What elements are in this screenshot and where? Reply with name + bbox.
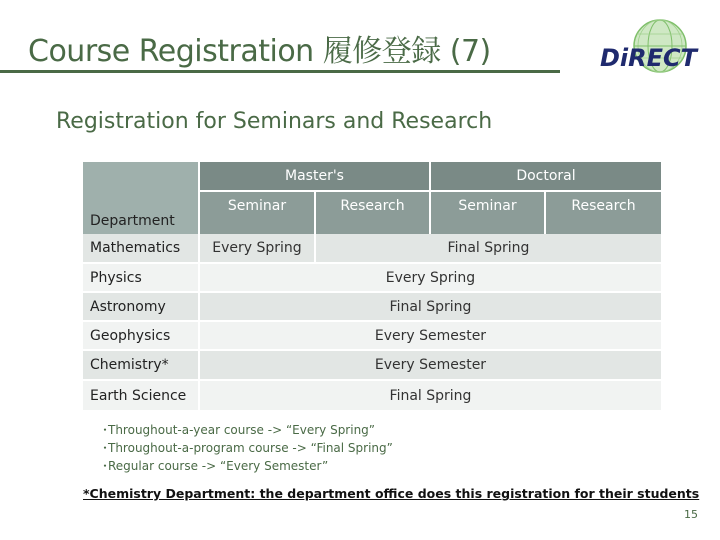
table-row-dept: Mathematics bbox=[83, 234, 198, 262]
table-row-dept: Physics bbox=[83, 264, 198, 291]
table-cell-value: Every Semester bbox=[200, 322, 661, 349]
masters-group-header: Master's bbox=[200, 162, 429, 190]
direct-logo bbox=[594, 18, 714, 78]
table-cell-value: Every Spring bbox=[200, 264, 661, 291]
table-cell-value: Every Spring bbox=[200, 234, 314, 262]
note-item: ･Regular course -> “Every Semester” bbox=[102, 459, 329, 473]
department-header: Department bbox=[83, 162, 198, 234]
doctoral-seminar-header: Seminar bbox=[431, 192, 544, 234]
table-cell-value: Final Spring bbox=[200, 381, 661, 410]
table-row-dept: Geophysics bbox=[83, 322, 198, 349]
slide-title: Course Registration 履修登録 (7) bbox=[28, 34, 491, 69]
table-row-dept: Earth Science bbox=[83, 381, 198, 410]
notes-list bbox=[102, 421, 393, 475]
masters-research-header: Research bbox=[316, 192, 429, 234]
title-underline bbox=[0, 70, 560, 73]
doctoral-research-header: Research bbox=[546, 192, 661, 234]
note-item: ･Throughout-a-program course -> “Final Spring” bbox=[102, 441, 393, 455]
table-cell-value: Final Spring bbox=[316, 234, 661, 262]
table-cell-value: Every Semester bbox=[200, 351, 661, 379]
globe-logo-icon bbox=[594, 18, 714, 78]
table-row-dept: Astronomy bbox=[83, 293, 198, 320]
masters-seminar-header: Seminar bbox=[200, 192, 314, 234]
note-item: ･Throughout-a-year course -> “Every Spring” bbox=[102, 423, 376, 437]
page-number: 15 bbox=[684, 508, 698, 521]
logo-wordmark: DiRECT bbox=[600, 44, 698, 72]
chemistry-footnote: *Chemistry Department: the department office does this registration for their students bbox=[83, 486, 700, 501]
slide-subtitle: Registration for Seminars and Research bbox=[56, 109, 493, 134]
registration-table bbox=[83, 162, 661, 410]
table-row-dept: Chemistry* bbox=[83, 351, 198, 379]
doctoral-group-header: Doctoral bbox=[431, 162, 661, 190]
table-cell-value: Final Spring bbox=[200, 293, 661, 320]
